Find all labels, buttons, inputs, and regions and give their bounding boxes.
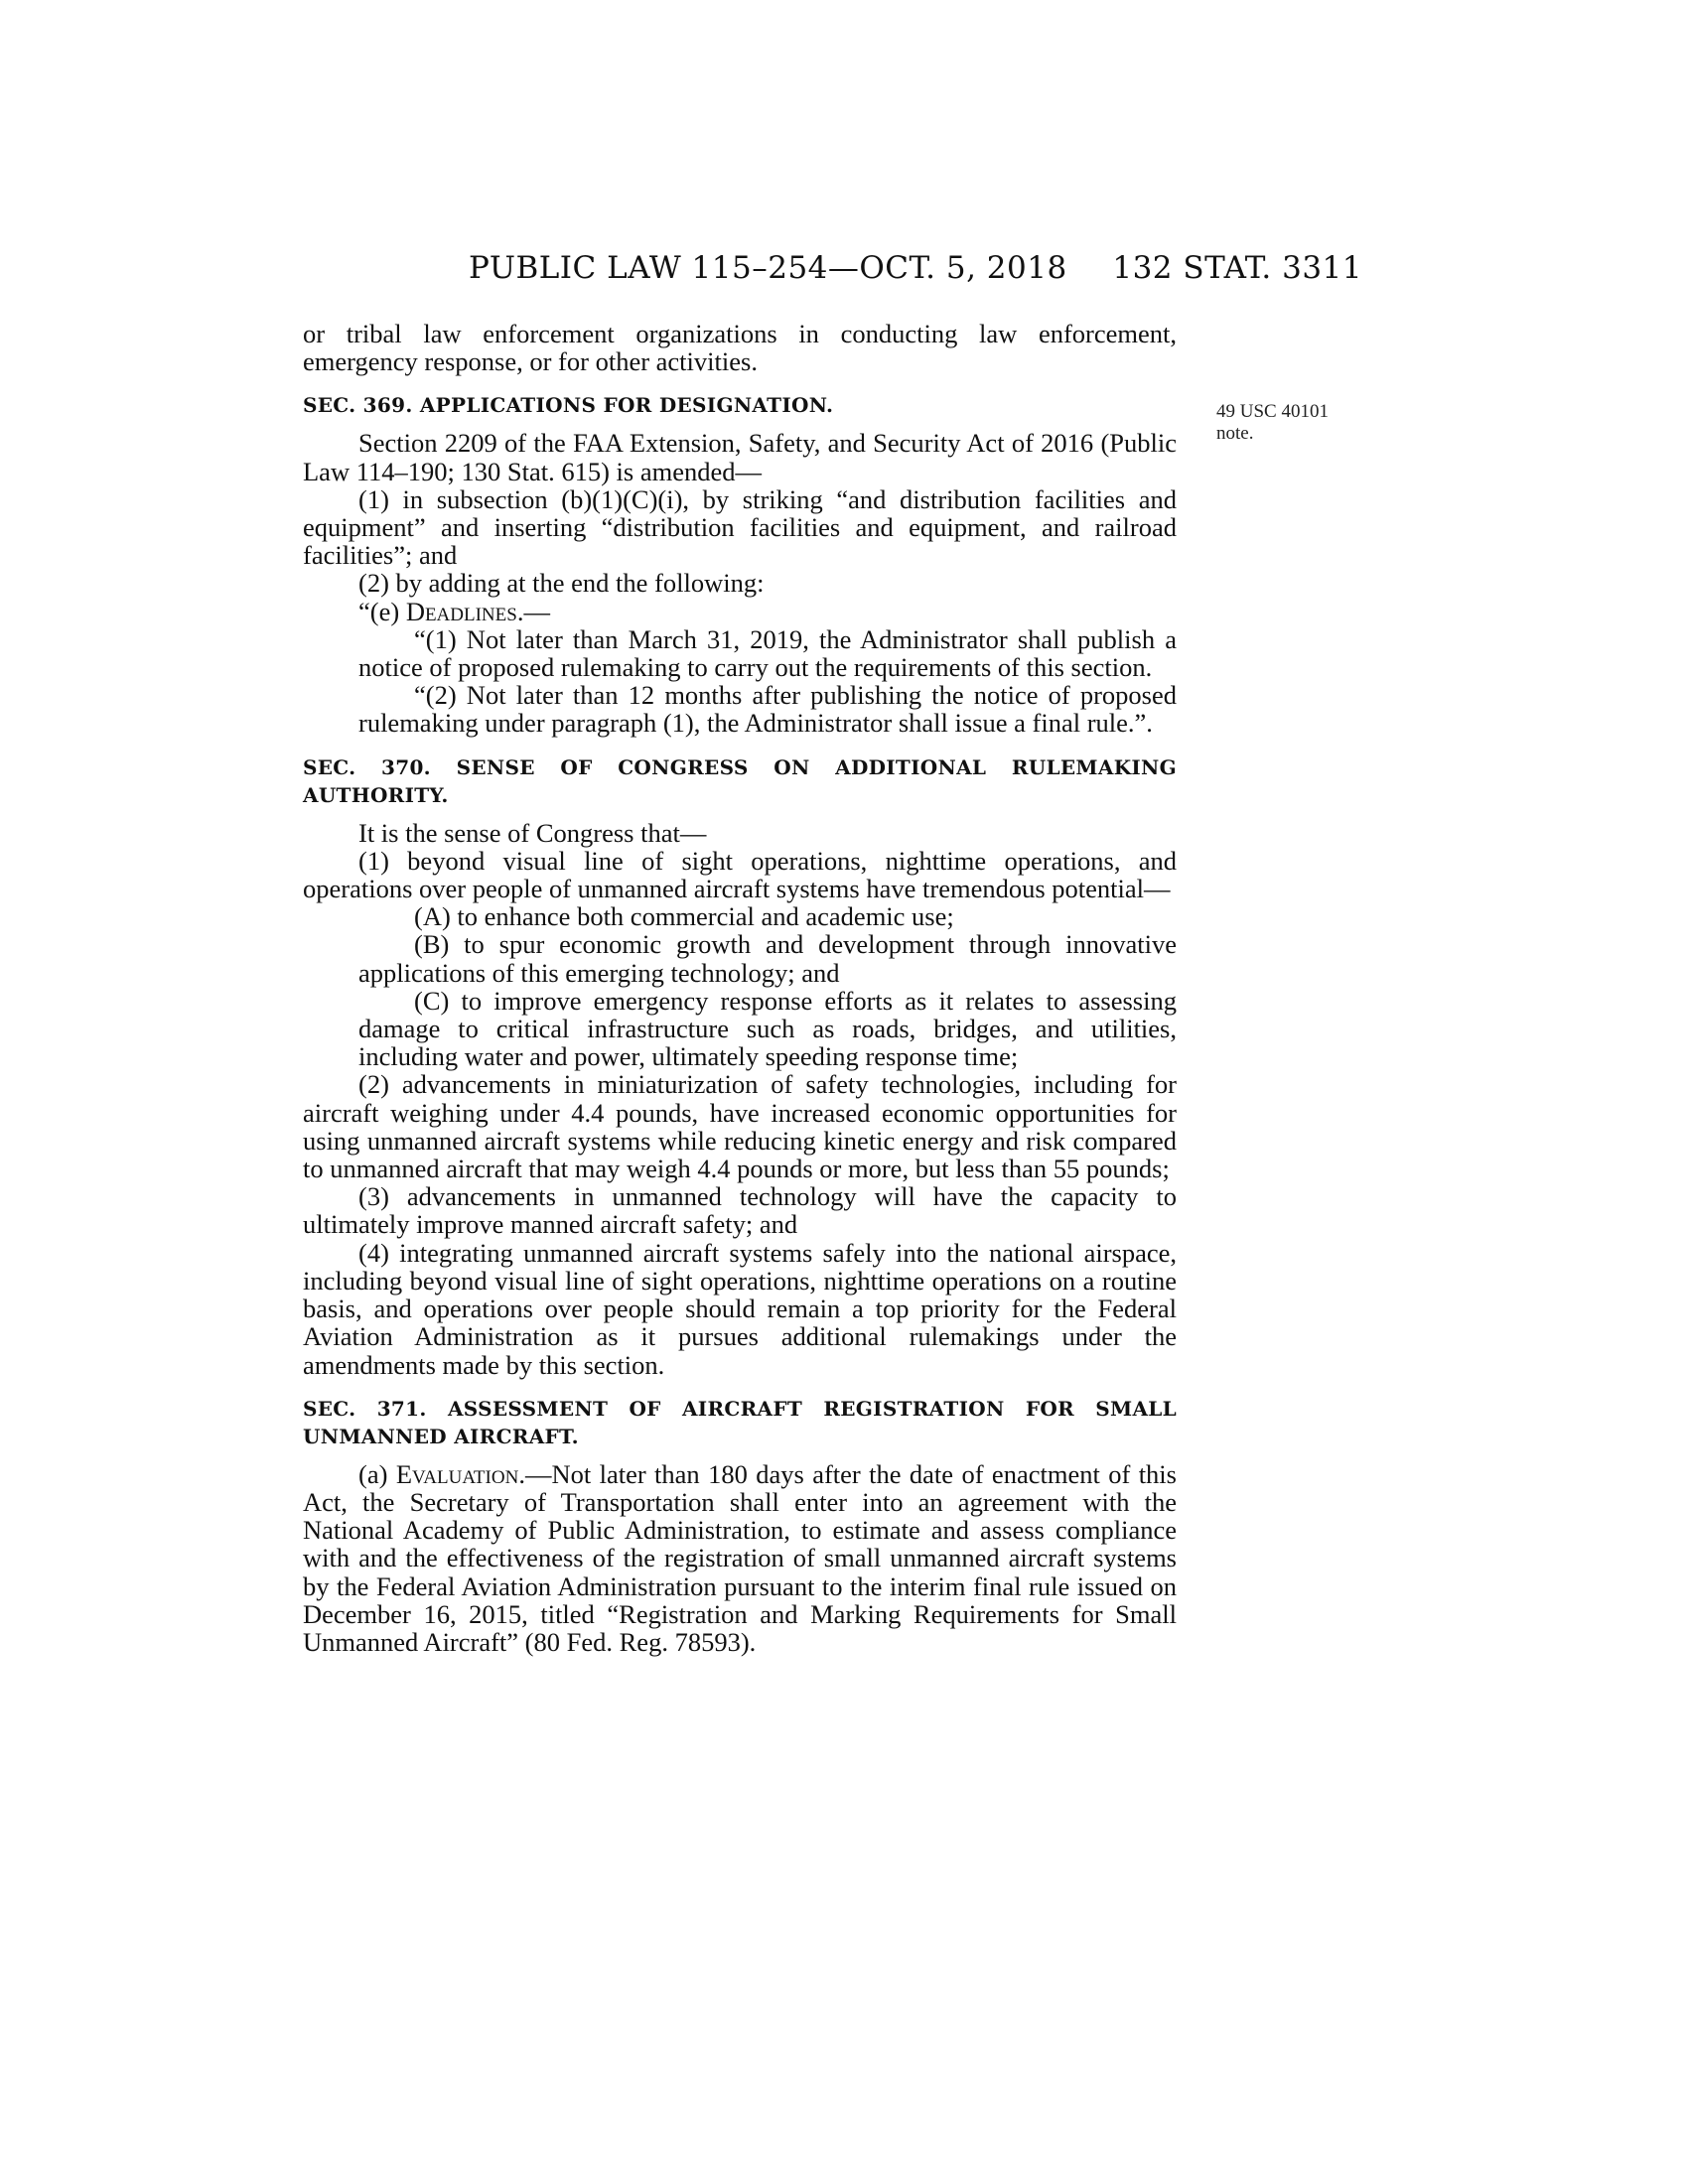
evaluation-prefix: (a): [358, 1458, 396, 1489]
section-371-heading: [303, 1395, 1177, 1450]
sec370-item-2: (2) advancements in miniaturization of safety technologies, including for aircraft weighing under 4.4 pounds, have increased economic opportunities for using unmanned aircraft systems while reducing kinetic energy and risk compared to unmanned aircraft that may weigh 4.4 pounds or more, but less than 55 pounds;: [303, 1069, 1177, 1184]
sec370-item-3: (3) advancements in unmanned technology will have the capacity to ultimately improve manned aircraft safety; and: [303, 1181, 1177, 1240]
section-370-number: SEC. 370.: [303, 754, 431, 779]
section-369-heading: SEC. 369. APPLICATIONS FOR DESIGNATION.: [303, 393, 834, 418]
sec370-item-1: (1) beyond visual line of sight operations, nighttime operations, and operations over people of unmanned aircraft systems have tremendous potential—: [303, 845, 1177, 904]
section-370-title: SENSE OF CONGRESS ON ADDITIONAL RULEMAKING AUTHORITY.: [303, 754, 1177, 807]
subsection-e-suffix: .—: [516, 596, 550, 626]
sec370-item-C: (C) to improve emergency response efforts as it relates to assessing damage to critical infrastructure such as roads, bridges, and utilities, including water and power, ultimately speeding response time;: [358, 985, 1177, 1072]
section-371-title: ASSESSMENT OF AIRCRAFT REGISTRATION FOR SMALL UNMANNED AIRCRAFT.: [303, 1396, 1178, 1448]
intro-continuation: or tribal law enforcement organizations in conducting law enforcement, emergency response, or for other activities.: [303, 319, 1177, 377]
sec369-paragraph: Section 2209 of the FAA Extension, Safety, and Security Act of 2016 (Public Law 114–190; 130 Stat. 615) is amended—: [303, 428, 1177, 486]
section-371-number: SEC. 371.: [303, 1396, 427, 1421]
section-370-heading: [303, 753, 1177, 809]
subsection-e-title: Deadlines: [405, 596, 517, 626]
sec370-item-A: (A) to enhance both commercial and academic use;: [414, 901, 954, 932]
sec369-item-1: (1) in subsection (b)(1)(C)(i), by striking “and distribution facilities and equipment” and inserting “distribution facilities and equipment, and railroad facilities”; and: [303, 483, 1177, 571]
margin-note-suffix: note.: [1216, 423, 1254, 444]
sec370-item-4: (4) integrating unmanned aircraft systems safely into the national airspace, including beyond visual line of sight operations, nighttime operations on a routine basis, and operations over people should remain a top priority for the Federal Aviation Administration as it pursues additional rulemakings under the amendments made by this section.: [303, 1237, 1177, 1380]
sec370-item-B: (B) to spur economic growth and development through innovative applications of this emerging technology; and: [358, 929, 1177, 988]
subsection-e-prefix: “(e): [358, 596, 406, 626]
margin-note: [1216, 401, 1329, 445]
sec371-evaluation: [303, 1460, 1177, 1656]
evaluation-title: Evaluation: [395, 1458, 519, 1489]
sec369-deadline-2: “(2) Not later than 12 months after publishing the notice of proposed rulemaking under paragraph (1), the Administrator shall issue a final rule.”.: [358, 680, 1177, 739]
margin-note-citation: 49 USC 40101: [1216, 401, 1329, 422]
sec369-item-2: (2) by adding at the end the following:: [358, 568, 765, 599]
page-body: [303, 320, 1177, 1656]
sec369-deadline-1: “(1) Not later than March 31, 2019, the Administrator shall publish a notice of proposed rulemaking to carry out the requirements of this section.: [358, 623, 1177, 683]
sec370-intro: It is the sense of Congress that—: [358, 817, 707, 848]
sec369-subsection-e: [303, 598, 1177, 625]
page-header: [469, 250, 1362, 290]
page-stat-number: 132 STAT. 3311: [1112, 250, 1362, 286]
running-head: PUBLIC LAW 115–254—OCT. 5, 2018: [469, 250, 1067, 286]
evaluation-text: .—Not later than 180 days after the date of enactment of this Act, the Secretary of Transportation shall enter into an agreement with the National Academy of Public Administration, to estimate and assess compliance with and the effectiveness of the registration of small unmanned aircraft systems by the Federal Aviation Administration pursuant to the interim final rule issued on December 16, 2015, titled “Registration and Marking Requirements for Small Unmanned Aircraft” (80 Fed. Reg. 78593).: [303, 1458, 1177, 1657]
